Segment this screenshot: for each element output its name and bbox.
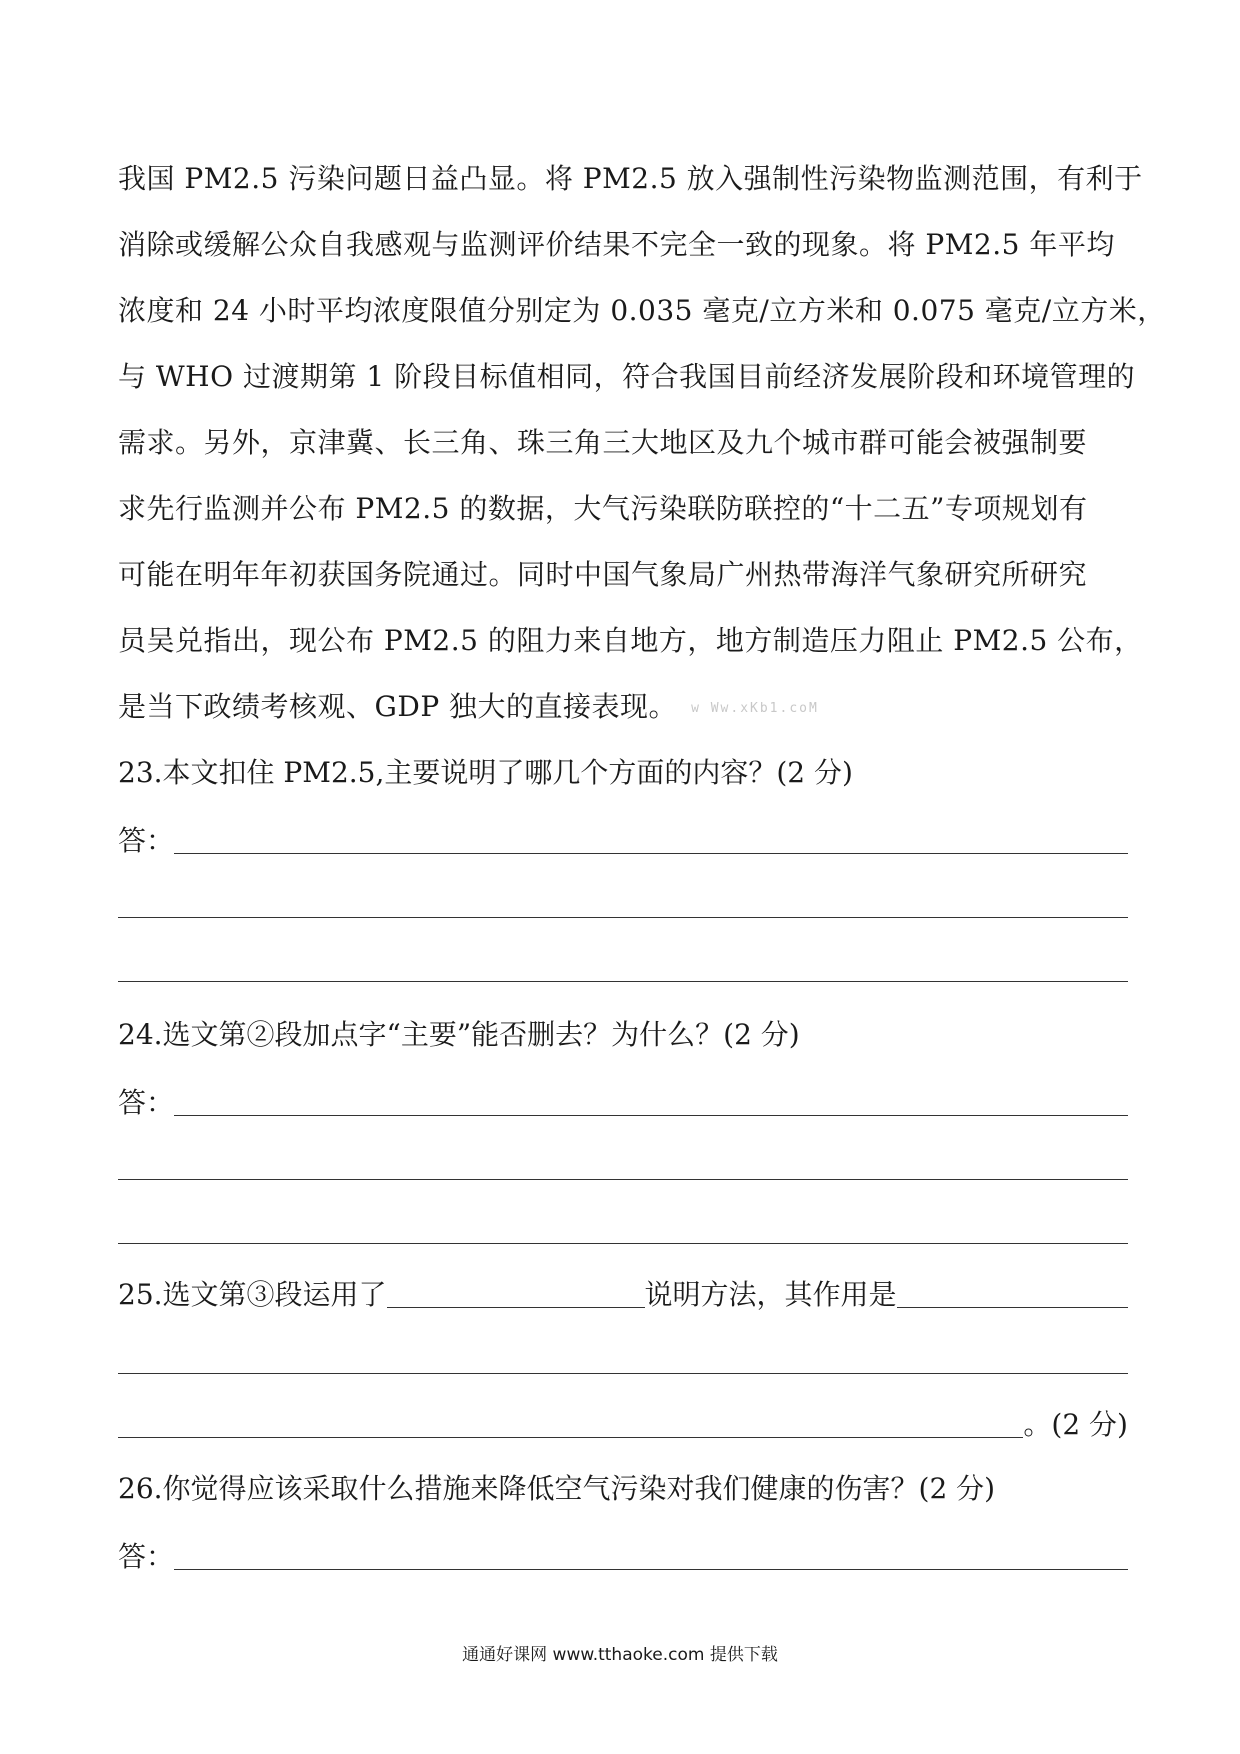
watermark: w Ww.xKb1.coM [691, 700, 819, 716]
passage-line: 我国 PM2.5 污染问题日益凸显。将 PM2.5 放入强制性污染物监测范围，有利于 [118, 162, 1143, 195]
passage-line: 浓度和 24 小时平均浓度限值分别定为 0.035 毫克/立方米和 0.075 毫克/立方米， [118, 294, 1166, 327]
passage-line: 可能在明年年初获国务院通过。同时中国气象局广州热带海洋气象研究所研究 [118, 558, 1088, 591]
answer-row-23-2[interactable] [118, 884, 1128, 926]
question-24: 24.选文第②段加点字“主要”能否删去？为什么？(2 分) [118, 1018, 800, 1051]
question-25-part1: 25.选文第③段运用了 [118, 1278, 387, 1311]
question-23: 23.本文扣住 PM2.5,主要说明了哪几个方面的内容？(2 分) [118, 756, 853, 789]
page-footer: 通通好课网 www.tthaoke.com 提供下载 [462, 1645, 778, 1665]
reading-passage [118, 158, 1166, 752]
answer-line[interactable] [174, 1115, 1128, 1116]
answer-line[interactable] [118, 1373, 1128, 1374]
answer-line[interactable] [118, 1179, 1128, 1180]
answer-label: 答： [118, 1540, 175, 1573]
effect-blank[interactable] [897, 1307, 1128, 1308]
question-25-end: 。(2 分) [1023, 1408, 1128, 1441]
answer-label: 答： [118, 824, 175, 857]
passage-line: 与 WHO 过渡期第 1 阶段目标值相同，符合我国目前经济发展阶段和环境管理的 [118, 360, 1136, 393]
answer-row-25-3 [118, 1404, 1128, 1446]
passage-line-text: 是当下政绩考核观、GDP 独大的直接表现。 [118, 690, 678, 723]
answer-line[interactable] [174, 1569, 1128, 1570]
answer-row-24-1[interactable] [118, 1082, 1128, 1124]
answer-row-25-2[interactable] [118, 1340, 1128, 1382]
answer-row-23-3[interactable] [118, 948, 1128, 990]
answer-line[interactable] [118, 1437, 1023, 1438]
answer-line[interactable] [118, 917, 1128, 918]
passage-line: 需求。另外，京津冀、长三角、珠三角三大地区及九个城市群可能会被强制要 [118, 426, 1088, 459]
passage-line: 消除或缓解公众自我感观与监测评价结果不完全一致的现象。将 PM2.5 年平均 [118, 228, 1115, 261]
answer-row-23-1[interactable] [118, 820, 1128, 862]
answer-line[interactable] [118, 1243, 1128, 1244]
answer-line[interactable] [174, 853, 1128, 854]
answer-row-26-1[interactable] [118, 1536, 1128, 1578]
answer-line[interactable] [118, 981, 1128, 982]
answer-label: 答： [118, 1086, 175, 1119]
question-25-row [118, 1274, 1128, 1316]
question-25-part2: 说明方法，其作用是 [644, 1278, 897, 1311]
answer-row-24-2[interactable] [118, 1146, 1128, 1188]
passage-line: 求先行监测并公布 PM2.5 的数据，大气污染联防联控的“十二五”专项规划有 [118, 492, 1088, 525]
answer-row-24-3[interactable] [118, 1210, 1128, 1252]
passage-line-last [118, 686, 1128, 752]
question-26: 26.你觉得应该采取什么措施来降低空气污染对我们健康的伤害？(2 分) [118, 1472, 996, 1505]
method-blank[interactable] [387, 1307, 645, 1308]
passage-line: 员吴兑指出，现公布 PM2.5 的阻力来自地方，地方制造压力阻止 PM2.5 公布， [118, 624, 1143, 657]
